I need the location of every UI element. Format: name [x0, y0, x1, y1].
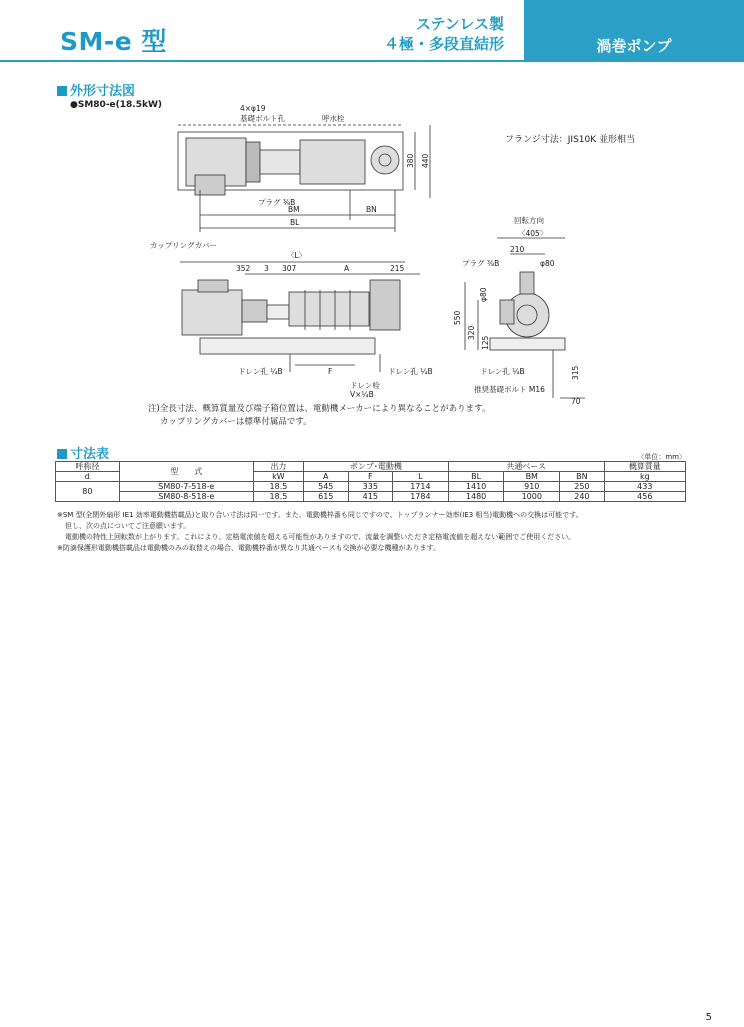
- dim-210: 210: [510, 245, 525, 254]
- dim-A: A: [344, 264, 350, 273]
- flange-note: フランジ寸法：JIS10K 並形相当: [505, 135, 636, 145]
- cell-A: 545: [303, 482, 348, 492]
- section-outline-title: 外形寸法図: [70, 84, 136, 99]
- drain-plug-label: ドレン栓: [350, 381, 380, 390]
- structure-label: ４極・多段直結形: [383, 35, 504, 53]
- holes-label: 4×φ19: [240, 104, 266, 113]
- dim-307: 307: [282, 264, 297, 273]
- cell-BN: 250: [560, 482, 605, 492]
- material-label: ステンレス製: [415, 15, 504, 33]
- phi80-top: φ80: [540, 259, 555, 268]
- phi80-side: φ80: [479, 287, 488, 302]
- drawing-note-1: 注)全長寸法、概算質量及び端子箱位置は、電動機メーカーにより異なることがあります。: [148, 404, 491, 414]
- rotation-label: 回転方向: [514, 216, 544, 225]
- top-pump-stages: [300, 140, 365, 184]
- th-model: 型 式: [119, 462, 253, 482]
- header-rule: [0, 60, 744, 62]
- footnote-1: ※SM 型(全閉外扇形 IE1 効率電動機搭載品)と取り合い寸法は同一です。また、電動機枠番も同じですので、トップランナー効率(IE3 相当)電動機への交換は可能です。: [57, 511, 583, 519]
- th-bore: 呼称径: [56, 462, 120, 472]
- square-bullet-icon: [57, 449, 67, 459]
- dim-L: 〈L〉: [287, 251, 307, 260]
- th-output: 出力: [253, 462, 303, 472]
- dim-352: 352: [236, 264, 251, 273]
- section-table-heading: [57, 443, 109, 462]
- footnotes: [57, 510, 717, 554]
- th-weight-unit: kg: [604, 472, 685, 482]
- side-drain-label: ドレン孔 ¼B: [480, 367, 525, 376]
- dim-125: 125: [481, 335, 490, 350]
- cell-BL: 1410: [448, 482, 504, 492]
- th-A: A: [303, 472, 348, 482]
- table-row: [56, 482, 686, 492]
- square-bullet-icon: [57, 86, 67, 96]
- th-base: 共通ベース: [448, 462, 604, 472]
- front-pump-stages: [289, 292, 369, 326]
- dim-315: 315: [571, 365, 580, 380]
- footnote-2: 但し、次の点についてご注意願います。: [65, 522, 191, 530]
- th-output-unit: kW: [253, 472, 303, 482]
- cell-L: 1784: [393, 492, 449, 502]
- top-coupling: [260, 150, 300, 174]
- front-motor: [182, 290, 242, 335]
- th-pump-motor: ポンプ･電動機: [303, 462, 448, 472]
- drain-left-label: ドレン孔 ¼B: [238, 367, 283, 376]
- cell-kw: 18.5: [253, 482, 303, 492]
- cell-BM: 1000: [504, 492, 560, 502]
- cell-kg: 456: [604, 492, 685, 502]
- th-F: F: [348, 472, 393, 482]
- dim-F: F: [328, 367, 333, 376]
- dim-70: 70: [571, 397, 581, 406]
- unit-label: 〈単位：mm〉: [637, 453, 686, 461]
- cell-kg: 433: [604, 482, 685, 492]
- base-bolt-hole-label: 基礎ボルト孔: [240, 114, 285, 123]
- cell-F: 415: [348, 492, 393, 502]
- th-weight: 概算質量: [604, 462, 685, 472]
- cell-F: 335: [348, 482, 393, 492]
- th-BM: BM: [504, 472, 560, 482]
- outline-drawing: [0, 100, 744, 410]
- dim-440: 440: [421, 153, 430, 168]
- cell-BM: 910: [504, 482, 560, 492]
- th-BN: BN: [560, 472, 605, 482]
- dim-BN: BN: [366, 205, 377, 214]
- footnote-4: ※防滴保護形電動機搭載品は電動機のみの取替えの場合、電動機枠番が異なり共通ベースも交換が必要な機種があります。: [57, 544, 440, 552]
- dim-BL: BL: [290, 218, 300, 227]
- dim-405: 〈405〉: [518, 229, 548, 238]
- model-label: ●SM80-e(18.5kW): [70, 100, 162, 110]
- dim-BM: BM: [288, 205, 300, 214]
- side-base: [490, 338, 565, 350]
- header-subtitle: [384, 14, 504, 54]
- dim-3: 3: [264, 264, 269, 273]
- page-number: 5: [705, 1012, 712, 1023]
- cell-bore: 80: [56, 482, 120, 502]
- anchor-bolt-label: 推奨基礎ボルト M16: [474, 385, 545, 394]
- priming-plug-label: 呼水栓: [322, 114, 345, 123]
- coupling-cover-label: カップリングカバー: [150, 241, 217, 250]
- side-plug-label: プラグ ⅜B: [462, 259, 500, 268]
- plug-label: プラグ ⅜B: [258, 198, 296, 207]
- th-L: L: [393, 472, 449, 482]
- cell-A: 615: [303, 492, 348, 502]
- dimension-table: [55, 461, 686, 502]
- th-BL: BL: [448, 472, 504, 482]
- dim-215: 215: [390, 264, 405, 273]
- drain-right-label: ドレン孔 ¼B: [388, 367, 433, 376]
- cell-kw: 18.5: [253, 492, 303, 502]
- section-table-title: 寸法表: [70, 447, 110, 462]
- cell-BN: 240: [560, 492, 605, 502]
- cell-BL: 1480: [448, 492, 504, 502]
- section-outline-heading: [57, 80, 135, 99]
- table-row: [56, 492, 686, 502]
- front-base: [200, 338, 375, 354]
- drawing-note-2: カップリングカバーは標準付属品です。: [160, 417, 312, 427]
- footnote-3: 電動機の特性上回転数が上がります。これにより、定格電流値を超える可能性がありますので、流量を調整いただき定格電流値を超えない範囲でご使用ください。: [65, 533, 576, 541]
- cell-model: SM80-7-518-e: [119, 482, 253, 492]
- dim-380: 380: [406, 153, 415, 168]
- page-title: SM-e 型: [60, 27, 167, 56]
- dim-550: 550: [453, 310, 462, 325]
- cell-L: 1714: [393, 482, 449, 492]
- category-label: 渦巻ポンプ: [596, 37, 672, 55]
- th-bore-sym: d: [56, 472, 120, 482]
- dim-320: 320: [467, 325, 476, 340]
- cell-model: SM80-8-518-e: [119, 492, 253, 502]
- drain-plug-size: V×¼B: [350, 390, 374, 399]
